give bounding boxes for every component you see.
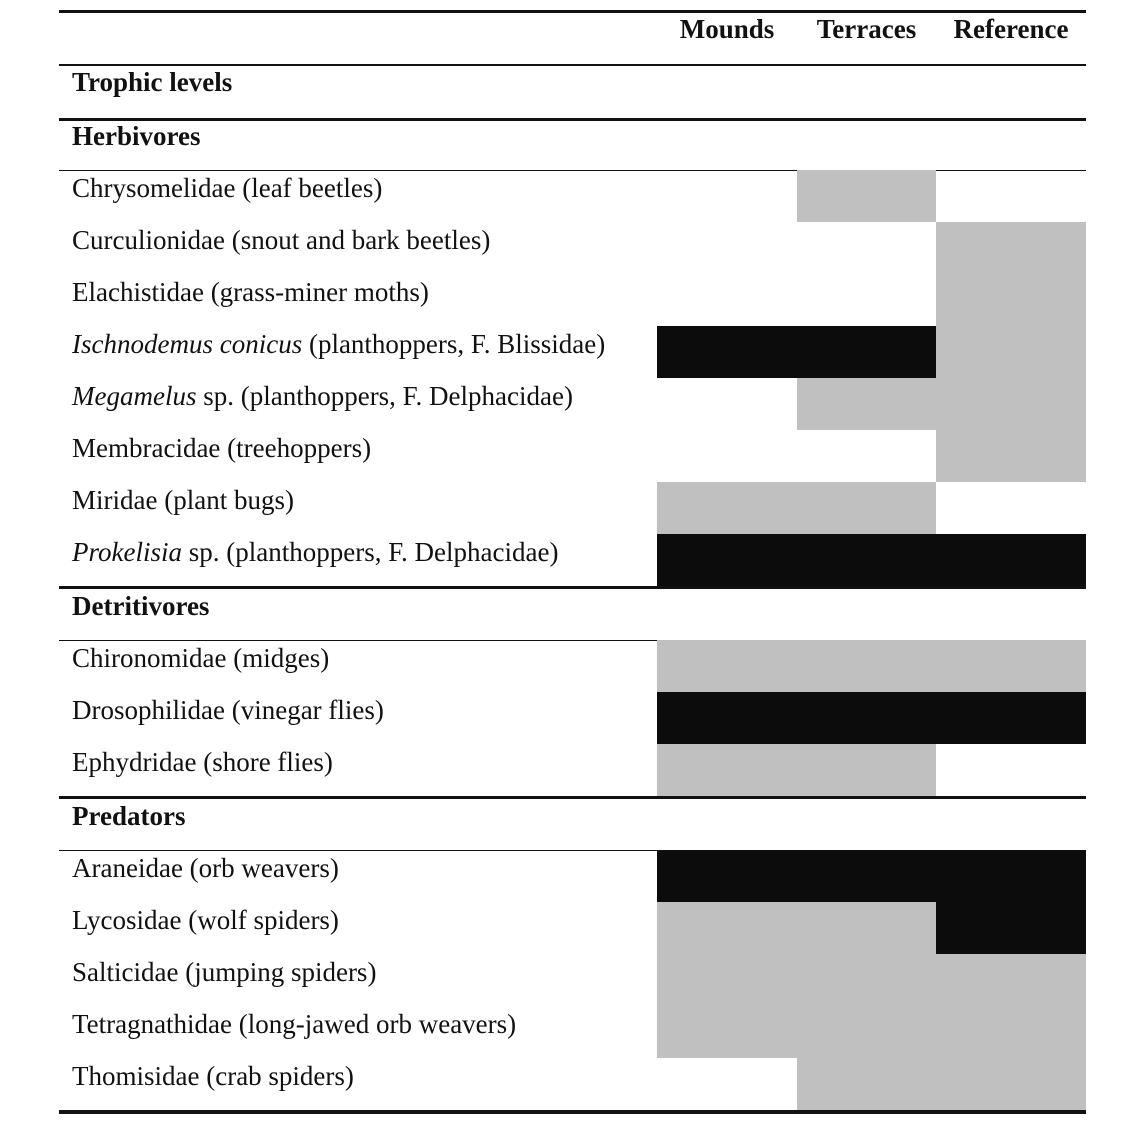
taxon-label: Ephydridae (shore flies): [72, 747, 333, 777]
taxon-label: Thomisidae (crab spiders): [72, 1061, 354, 1091]
taxon-label: Ischnodemus conicus (planthoppers, F. Blissidae): [72, 329, 606, 359]
cell-terraces: [797, 640, 936, 692]
table-row: [59, 1006, 1086, 1058]
section-heading: Herbivores: [72, 121, 201, 151]
section-heading: Predators: [72, 801, 186, 831]
cell-reference: [936, 850, 1086, 902]
cell-terraces: [797, 326, 936, 378]
cell-mounds: [657, 430, 797, 482]
table-row: [59, 1058, 1086, 1110]
taxon-label: Chironomidae (midges): [72, 643, 330, 673]
taxon-label: Prokelisia sp. (planthoppers, F. Delphacidae): [72, 537, 559, 567]
cell-mounds: [657, 744, 797, 796]
cell-reference: [936, 692, 1086, 744]
table-row: [59, 222, 1086, 274]
table-row: [59, 482, 1086, 534]
taxon-label: Megamelus sp. (planthoppers, F. Delphacidae): [72, 381, 573, 411]
table-row: [59, 274, 1086, 326]
cell-mounds: [657, 222, 797, 274]
cell-terraces: [797, 274, 936, 326]
cell-reference: [936, 326, 1086, 378]
cell-reference: [936, 1006, 1086, 1058]
table-row: [59, 902, 1086, 954]
table-row: [59, 954, 1086, 1006]
column-header-reference: Reference: [953, 14, 1069, 44]
table-row: [59, 326, 1086, 378]
section-heading: Trophic levels: [72, 67, 233, 97]
cell-reference: [936, 744, 1086, 796]
taxon-label: Salticidae (jumping spiders): [72, 957, 377, 987]
table-row: [59, 378, 1086, 430]
cell-mounds: [657, 1006, 797, 1058]
trophic-levels-heading: [59, 64, 1086, 116]
bottom-rule: [59, 1110, 1086, 1114]
cell-reference: [936, 482, 1086, 534]
cell-mounds: [657, 692, 797, 744]
cell-mounds: [657, 954, 797, 1006]
cell-terraces: [797, 1006, 936, 1058]
taxon-label: Curculionidae (snout and bark beetles): [72, 225, 491, 255]
cell-mounds: [657, 1058, 797, 1110]
group-predators: [59, 798, 1086, 850]
cell-terraces: [797, 1058, 936, 1110]
cell-reference: [936, 534, 1086, 586]
cell-mounds: [657, 534, 797, 586]
cell-reference: [936, 430, 1086, 482]
taxon-label: Araneidae (orb weavers): [72, 853, 339, 883]
taxon-label: Membracidae (treehoppers): [72, 433, 372, 463]
cell-reference: [936, 640, 1086, 692]
group-herbivores: [59, 118, 1086, 170]
cell-terraces: [797, 744, 936, 796]
cell-reference: [936, 274, 1086, 326]
section-heading: Detritivores: [72, 591, 210, 621]
cell-terraces: [797, 692, 936, 744]
cell-reference: [936, 378, 1086, 430]
taxon-label: Tetragnathidae (long-jawed orb weavers): [72, 1009, 517, 1039]
table-row: [59, 534, 1086, 586]
cell-reference: [936, 170, 1086, 222]
cell-terraces: [797, 430, 936, 482]
cell-mounds: [657, 326, 797, 378]
cell-terraces: [797, 482, 936, 534]
cell-reference: [936, 1058, 1086, 1110]
table-row: [59, 640, 1086, 692]
cell-reference: [936, 902, 1086, 954]
cell-reference: [936, 222, 1086, 274]
cell-mounds: [657, 482, 797, 534]
taxon-label: Lycosidae (wolf spiders): [72, 905, 339, 935]
group-detritivores: [59, 588, 1086, 640]
cell-terraces: [797, 170, 936, 222]
cell-mounds: [657, 274, 797, 326]
taxon-label: Drosophilidae (vinegar flies): [72, 695, 384, 725]
column-header-terraces: Terraces: [816, 14, 917, 44]
table-row: [59, 170, 1086, 222]
taxon-label: Chrysomelidae (leaf beetles): [72, 173, 383, 203]
cell-mounds: [657, 850, 797, 902]
cell-terraces: [797, 902, 936, 954]
cell-terraces: [797, 850, 936, 902]
cell-mounds: [657, 640, 797, 692]
cell-terraces: [797, 534, 936, 586]
table-row: [59, 430, 1086, 482]
cell-mounds: [657, 170, 797, 222]
top-rule: [59, 10, 1086, 13]
cell-mounds: [657, 902, 797, 954]
cell-terraces: [797, 378, 936, 430]
table-row: [59, 850, 1086, 902]
cell-terraces: [797, 222, 936, 274]
table-row: [59, 692, 1086, 744]
taxon-label: Miridae (plant bugs): [72, 485, 294, 515]
column-header-mounds: Mounds: [679, 14, 775, 44]
cell-terraces: [797, 954, 936, 1006]
cell-mounds: [657, 378, 797, 430]
table-row: [59, 744, 1086, 796]
cell-reference: [936, 954, 1086, 1006]
taxon-label: Elachistidae (grass-miner moths): [72, 277, 429, 307]
